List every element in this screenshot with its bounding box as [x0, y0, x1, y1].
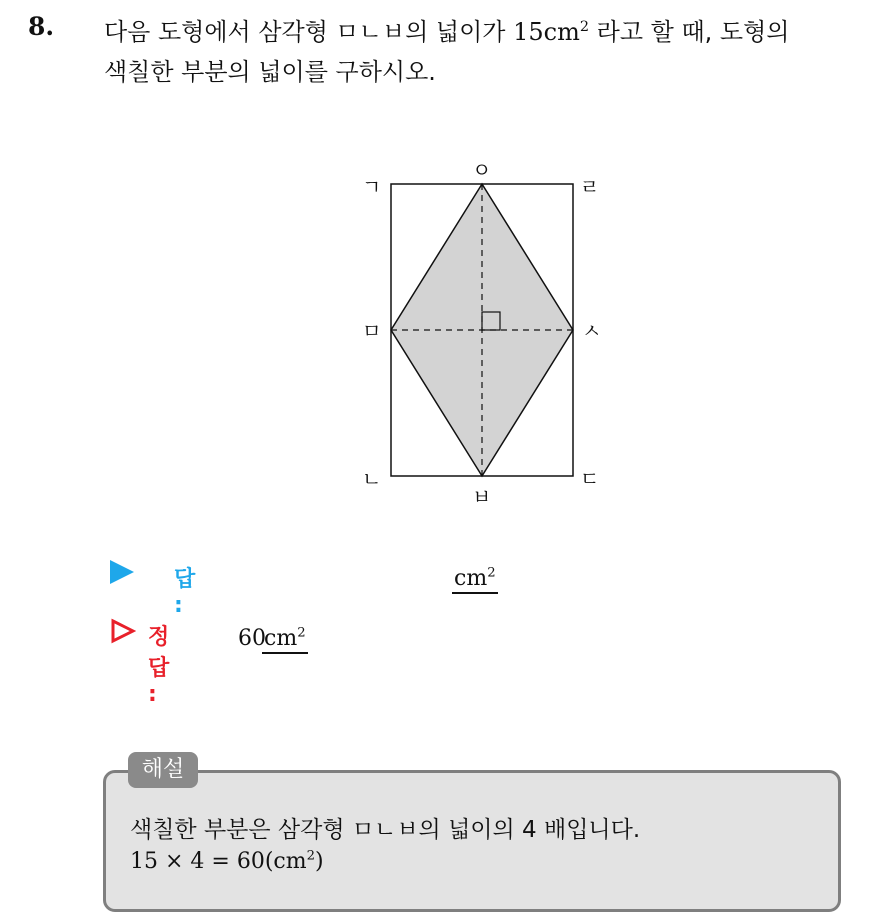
label-bottom-right: ㄷ [580, 467, 600, 491]
correct-answer-value: 60 [238, 626, 266, 651]
correct-answer-unit-exponent: 2 [297, 625, 306, 641]
question-text [104, 12, 874, 92]
question-line-2: 색칠한 부분의 넓이를 구하시오. [104, 58, 436, 86]
correct-answer-unit-text: cm [264, 626, 298, 651]
answer-unit[interactable] [452, 566, 498, 594]
explanation-line-2 [130, 849, 324, 874]
question-area-value: 15 [513, 18, 544, 46]
correct-answer-unit [262, 626, 308, 654]
question-line-1-end: 라고 할 때, 도형의 [589, 18, 790, 46]
answer-row [110, 560, 496, 618]
question-area-unit: cm [543, 18, 580, 46]
explanation-close-paren: ) [314, 849, 324, 874]
label-bottom-left: ㄴ [362, 467, 382, 491]
answer-unit-exponent: 2 [487, 565, 496, 581]
correct-answer-row [110, 618, 306, 707]
answer-label: 답 : [174, 567, 196, 618]
answer-unit-text: cm [454, 566, 488, 591]
label-bottom-mid: ㅂ [472, 485, 492, 509]
explanation-line-1: 색칠한 부분은 삼각형 ㅁㄴㅂ의 넓이의 4 배입니다. [130, 817, 641, 843]
question-area-unit-exponent: 2 [579, 19, 589, 35]
explanation-exponent: 2 [306, 848, 315, 864]
explanation-box [103, 770, 841, 912]
label-top-mid: ㅇ [472, 158, 492, 182]
question-line-1-start: 다음 도형에서 삼각형 ㅁㄴㅂ의 넓이가 [104, 18, 514, 46]
label-top-right: ㄹ [580, 175, 600, 199]
geometry-figure [350, 150, 620, 510]
play-triangle-icon [110, 560, 134, 584]
label-top-left: ㄱ [362, 175, 382, 199]
question-number: 8. [28, 12, 55, 41]
label-mid-right: ㅅ [582, 319, 602, 343]
outline-triangle-icon [110, 618, 136, 644]
explanation-expression: 15 × 4 = 60(cm [130, 849, 307, 874]
correct-answer-label: 정답 : [148, 625, 170, 707]
explanation-tag: 해설 [128, 752, 198, 788]
label-mid-left: ㅁ [362, 319, 382, 343]
question-line-1 [104, 12, 874, 52]
